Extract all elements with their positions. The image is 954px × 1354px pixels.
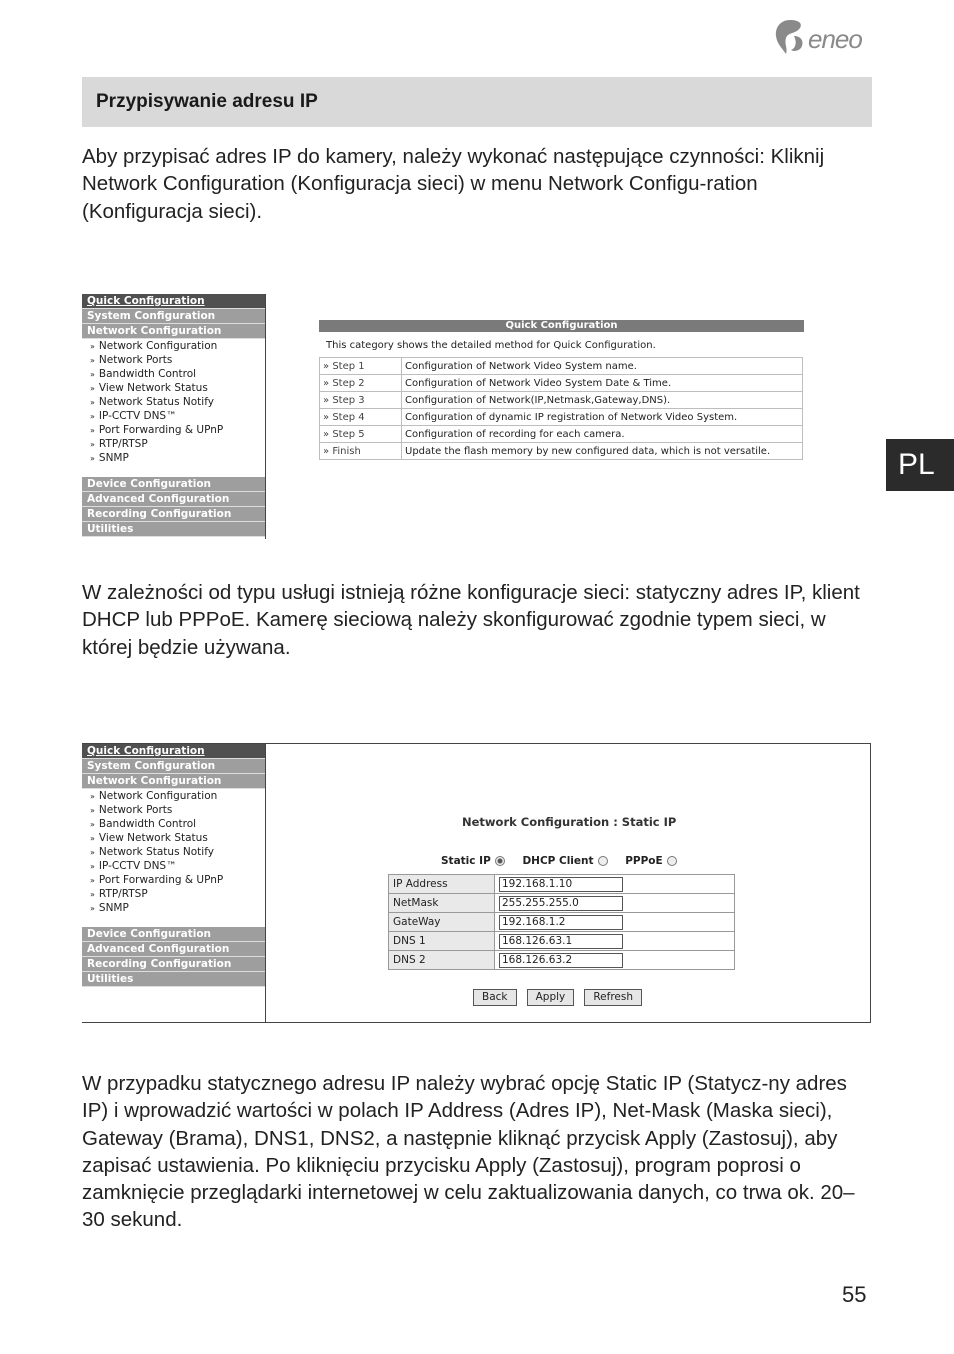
static-ip-label: Static IP (441, 855, 491, 867)
quick-configuration-description: This category shows the detailed method for Quick Configuration. (326, 340, 656, 351)
arrow-icon: » (90, 806, 95, 815)
section-header (82, 77, 872, 127)
menu-sub-network-configuration[interactable] (82, 789, 265, 803)
arrow-icon: » (323, 445, 330, 457)
arrow-icon: » (323, 394, 330, 406)
step-description: Configuration of Network Video System Date & Time. (402, 375, 803, 392)
arrow-icon: » (90, 820, 95, 829)
menu-sub-ip-cctv-dns[interactable] (82, 859, 265, 873)
menu-sub-label: Network Status Notify (98, 396, 214, 408)
dns1-input[interactable]: 168.126.63.1 (499, 934, 623, 949)
menu-sub-network-configuration[interactable] (82, 339, 265, 353)
step-label: Step 4 (332, 411, 365, 423)
menu-device-configuration[interactable]: Device Configuration (82, 927, 265, 942)
step-link[interactable] (320, 409, 402, 426)
arrow-icon: » (90, 356, 95, 365)
arrow-icon: » (323, 377, 330, 389)
menu-sub-label: Network Ports (98, 804, 173, 816)
dns2-label: DNS 2 (389, 951, 495, 970)
step-link[interactable] (320, 392, 402, 409)
arrow-icon: » (90, 876, 95, 885)
menu-sub-label: IP-CCTV DNS™ (98, 860, 177, 872)
arrow-icon: » (90, 384, 95, 393)
side-menu-2 (82, 744, 266, 1022)
menu-sub-ip-cctv-dns[interactable] (82, 409, 265, 423)
menu-sub-network-status-notify[interactable] (82, 845, 265, 859)
menu-system-configuration[interactable]: System Configuration (82, 309, 265, 324)
table-row (389, 932, 735, 951)
table-row (389, 913, 735, 932)
arrow-icon: » (90, 848, 95, 857)
menu-sub-label: Bandwidth Control (98, 818, 197, 830)
menu-sub-port-forwarding[interactable] (82, 873, 265, 887)
table-row (320, 443, 803, 460)
menu-sub-label: Network Ports (98, 354, 173, 366)
table-row (389, 951, 735, 970)
step-label: Finish (332, 445, 361, 457)
menu-sub-label: View Network Status (98, 382, 208, 394)
menu-utilities[interactable]: Utilities (82, 972, 265, 987)
menu-sub-view-network-status[interactable] (82, 831, 265, 845)
step-link[interactable] (320, 426, 402, 443)
menu-advanced-configuration[interactable]: Advanced Configuration (82, 492, 265, 507)
menu-network-configuration[interactable]: Network Configuration (82, 324, 265, 339)
menu-sub-network-status-notify[interactable] (82, 395, 265, 409)
arrow-icon: » (323, 428, 330, 440)
step-label: Step 1 (332, 360, 365, 372)
step-label: Step 3 (332, 394, 365, 406)
menu-sub-label: Port Forwarding & UPnP (98, 874, 224, 886)
arrow-icon: » (90, 454, 95, 463)
menu-sub-label: IP-CCTV DNS™ (98, 410, 177, 422)
menu-sub-label: RTP/RTSP (98, 438, 148, 450)
table-row (320, 358, 803, 375)
step-label: Step 2 (332, 377, 365, 389)
menu-sub-bandwidth-control[interactable] (82, 367, 265, 381)
arrow-icon: » (90, 834, 95, 843)
menu-quick-configuration[interactable]: Quick Configuration (82, 294, 265, 309)
menu-quick-configuration[interactable]: Quick Configuration (82, 744, 265, 759)
page-number: 55 (842, 1282, 867, 1307)
step-label: Step 5 (332, 428, 365, 440)
menu-sub-snmp[interactable] (82, 451, 265, 465)
menu-sub-view-network-status[interactable] (82, 381, 265, 395)
table-row (320, 375, 803, 392)
dhcp-client-label: DHCP Client (522, 855, 594, 867)
pppoe-option[interactable] (625, 855, 676, 867)
step-description: Configuration of recording for each camera. (402, 426, 803, 443)
menu-device-configuration[interactable]: Device Configuration (82, 477, 265, 492)
pppoe-radio[interactable] (667, 856, 677, 866)
menu-advanced-configuration[interactable]: Advanced Configuration (82, 942, 265, 957)
step-description: Configuration of Network(IP,Netmask,Gateway,DNS). (402, 392, 803, 409)
menu-sub-label: View Network Status (98, 832, 208, 844)
eneo-logo (774, 18, 874, 58)
arrow-icon: » (90, 862, 95, 871)
eneo-logo-icon (774, 18, 806, 56)
menu-sub-label: Bandwidth Control (98, 368, 197, 380)
step-link[interactable] (320, 443, 402, 460)
menu-network-configuration[interactable]: Network Configuration (82, 774, 265, 789)
back-button[interactable]: Back (473, 989, 517, 1006)
step-description: Configuration of Network Video System name. (402, 358, 803, 375)
arrow-icon: » (90, 890, 95, 899)
language-tab: PL (886, 439, 954, 491)
menu-sub-label: RTP/RTSP (98, 888, 148, 900)
step-description: Configuration of dynamic IP registration of Network Video System. (402, 409, 803, 426)
form-buttons (473, 985, 647, 1006)
quick-configuration-panel (319, 320, 804, 460)
logo-text: eneo (808, 24, 862, 54)
quick-configuration-table (319, 357, 803, 460)
menu-sub-rtp-rtsp[interactable] (82, 437, 265, 451)
paragraph-2: W zależności od typu usługi istnieją różne konfiguracje sieci: statyczny adres IP, klient DHCP lub PPPoE. Kamerę sieciową należy skonfigurować zgodnie typem sieci, w której będzie używana. (82, 581, 860, 659)
menu-utilities[interactable]: Utilities (82, 522, 265, 537)
connection-type-options (441, 855, 691, 867)
refresh-button[interactable]: Refresh (584, 989, 642, 1006)
step-link[interactable] (320, 358, 402, 375)
table-row (320, 426, 803, 443)
network-configuration-title: Network Configuration : Static IP (462, 815, 677, 829)
table-row (389, 875, 735, 894)
quick-configuration-title: Quick Configuration (319, 320, 804, 332)
arrow-icon: » (90, 412, 95, 421)
dhcp-client-option[interactable] (522, 855, 607, 867)
step-description: Update the flash memory by new configured data, which is not versatile. (402, 443, 803, 460)
menu-sub-network-ports[interactable] (82, 353, 265, 367)
step-link[interactable] (320, 375, 402, 392)
paragraph-3: W przypadku statycznego adresu IP należy wybrać opcję Static IP (Statycz-ny adres IP) i wprowadzić wartości w polach IP Address (Adres IP), Net-Mask (Maska sieci), Gateway (Brama), DNS1, DNS2, a następnie kliknąć przycisk Apply (Zastosuj), aby zapisać ustawienia. Po kliknięciu przycisku Apply (Zastosuj), program poprosi o zamknięcie przeglądarki internetowej w celu zaktualizowania danych, co trwa ok. 20–30 sekund. (82, 1072, 855, 1232)
arrow-icon: » (90, 398, 95, 407)
ip-address-input[interactable]: 192.168.1.10 (499, 877, 623, 892)
gateway-label: GateWay (389, 913, 495, 932)
menu-sub-port-forwarding[interactable] (82, 423, 265, 437)
menu-recording-configuration[interactable]: Recording Configuration (82, 507, 265, 522)
arrow-icon: » (90, 440, 95, 449)
arrow-icon: » (323, 360, 330, 372)
network-fields-table (388, 874, 735, 970)
paragraph-1: Aby przypisać adres IP do kamery, należy wykonać następujące czynności: Kliknij Network Configuration (Konfiguracja sieci) w menu Network Configu-ration (Konfiguracja sieci). (82, 145, 825, 223)
apply-button[interactable]: Apply (527, 989, 575, 1006)
menu-sub-label: Network Configuration (98, 340, 218, 352)
menu-sub-label: Port Forwarding & UPnP (98, 424, 224, 436)
menu-sub-bandwidth-control[interactable] (82, 817, 265, 831)
arrow-icon: » (90, 370, 95, 379)
section-title: Przypisywanie adresu IP (96, 91, 318, 112)
netmask-label: NetMask (389, 894, 495, 913)
pppoe-label: PPPoE (625, 855, 663, 867)
table-row (320, 392, 803, 409)
dhcp-client-radio[interactable] (598, 856, 608, 866)
menu-sub-label: SNMP (98, 452, 129, 464)
menu-recording-configuration[interactable]: Recording Configuration (82, 957, 265, 972)
ip-address-label: IP Address (389, 875, 495, 894)
table-row (320, 409, 803, 426)
menu-sub-rtp-rtsp[interactable] (82, 887, 265, 901)
static-ip-option[interactable] (441, 855, 505, 867)
arrow-icon: » (90, 426, 95, 435)
dns1-label: DNS 1 (389, 932, 495, 951)
menu-sub-label: SNMP (98, 902, 129, 914)
menu-sub-label: Network Configuration (98, 790, 218, 802)
static-ip-radio[interactable] (495, 856, 505, 866)
arrow-icon: » (90, 792, 95, 801)
arrow-icon: » (323, 411, 330, 423)
gateway-input[interactable]: 192.168.1.2 (499, 915, 623, 930)
menu-system-configuration[interactable]: System Configuration (82, 759, 265, 774)
menu-sub-network-ports[interactable] (82, 803, 265, 817)
table-row (389, 894, 735, 913)
side-menu-1 (82, 294, 266, 539)
dns2-input[interactable]: 168.126.63.2 (499, 953, 623, 968)
menu-sub-label: Network Status Notify (98, 846, 214, 858)
netmask-input[interactable]: 255.255.255.0 (499, 896, 623, 911)
menu-sub-snmp[interactable] (82, 901, 265, 915)
arrow-icon: » (90, 904, 95, 913)
arrow-icon: » (90, 342, 95, 351)
